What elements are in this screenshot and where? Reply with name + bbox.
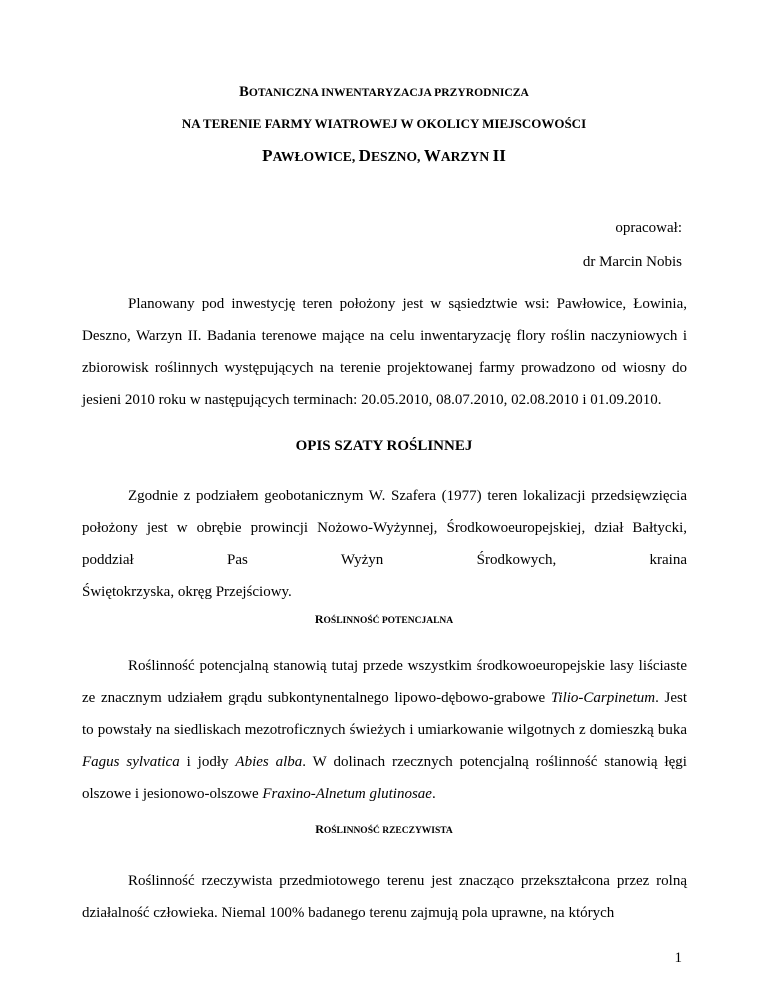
section-heading-main: OPIS SZATY ROŚLINNEJ xyxy=(295,438,473,454)
intro-paragraph: Planowany pod inwestycję teren położony jest w sąsiedztwie wsi: Pawłowice, Łowinia, Deszno, Warzyn II. Badania terenowe mające na celu inwentaryzację flory roślin naczyniowych i zbiorowisk roślinnych występujących na terenie projektowanej farmy prowadzono od wiosny do jesieni 2010 roku w następujących terminach: 20.05.2010, 08.07.2010, 02.08.2010 i 01.09.2010. xyxy=(82,296,687,408)
latin-name: Fraxino-Alnetum glutinosae xyxy=(262,786,432,802)
title-line-1: BOTANICZNA INWENTARYZACJA PRZYRODNICZA xyxy=(239,84,529,100)
potential-vegetation-paragraph: Roślinność potencjalną stanowią tutaj przede wszystkim środkowoeuropejskie lasy liściaste ze znacznym udziałem grądu subkontynentalnego lipowo-dębowo-grabowe Tilio-Carpinetum. Jest to powstały na siedliskach mezotroficznych świeżych i umiarkowanie wilgotnych z domieszką buka Fagus sylvatica i jodły Abies alba. W dolinach rzecznych potencjalną roślinność stanowią łęgi olszowe i jesionowo-olszowe Fraxino-Alnetum glutinosae. xyxy=(82,658,687,802)
latin-name: Tilio-Carpinetum xyxy=(550,690,656,706)
geobotanical-paragraph: Zgodnie z podziałem geobotanicznym W. Szafera (1977) teren lokalizacji przedsięwzięcia położony jest w obrębie prowincji Nożowo-Wyżynnej, Środkowoeuropejskiej, dział Bałtycki, poddział Pas Wyżyn Środkowych, kraina xyxy=(82,488,687,568)
title-line-3: PAWŁOWICE, DESZNO, WARZYN II xyxy=(262,146,506,165)
author-label: opracował: xyxy=(615,220,682,236)
author-name: dr Marcin Nobis xyxy=(582,254,682,270)
latin-name: Fagus sylvatica xyxy=(82,754,180,770)
geobotanical-paragraph-last-line: Świętokrzyska, okręg Przejściowy. xyxy=(82,584,292,600)
section-heading-potential: ROŚLINNOŚĆ POTENCJALNA xyxy=(314,612,454,626)
latin-name: Abies alba xyxy=(235,754,303,770)
section-heading-actual: ROŚLINNOŚĆ RZECZYWISTA xyxy=(315,822,453,836)
page-number: 1 xyxy=(674,950,682,966)
actual-vegetation-paragraph: Roślinność rzeczywista przedmiotowego terenu jest znacząco przekształcona przez rolną działalność człowieka. Niemal 100% badanego terenu zajmują pola uprawne, na których xyxy=(82,873,687,921)
title-line-2: NA TERENIE FARMY WIATROWEJ W OKOLICY MIEJSCOWOŚCI xyxy=(181,116,587,131)
